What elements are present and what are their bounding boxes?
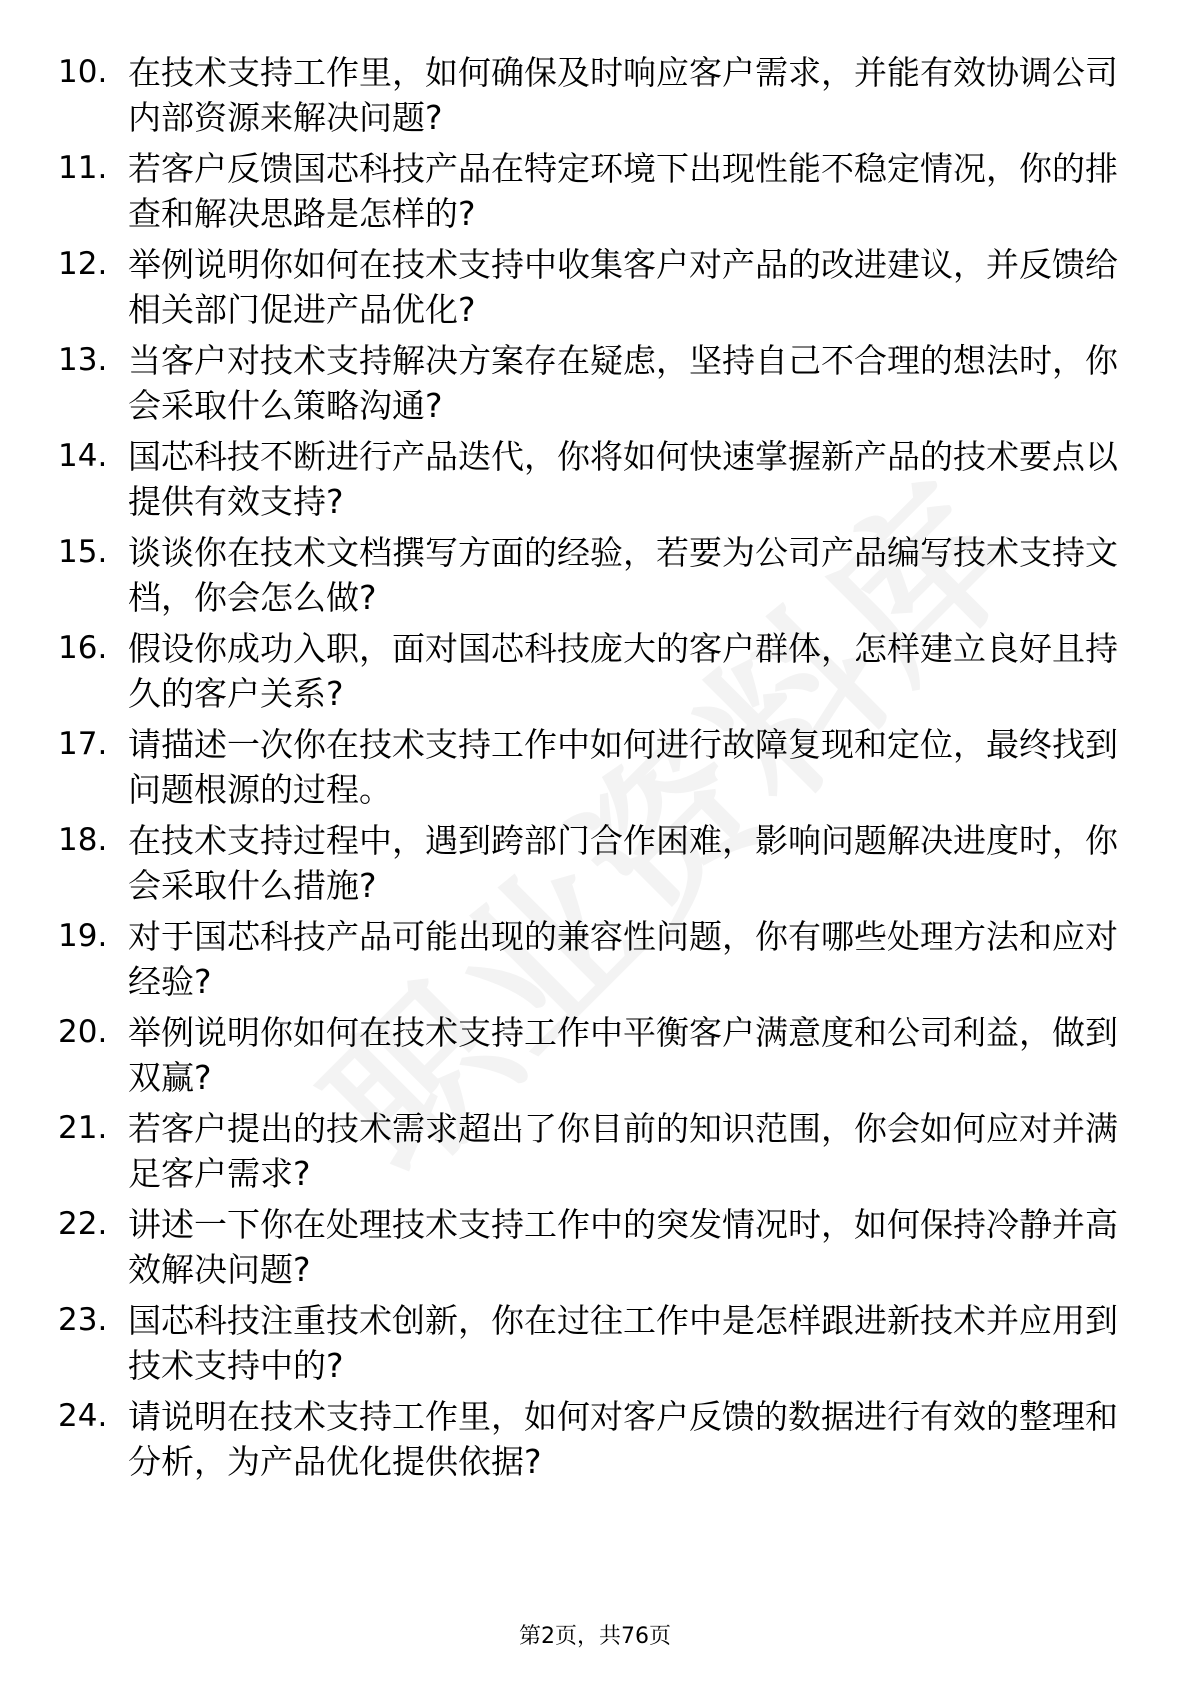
question-item xyxy=(58,914,1118,1010)
page-number-label: 第2页，共76页 xyxy=(519,1624,671,1649)
question-number: 12. xyxy=(58,246,108,282)
question-item xyxy=(58,722,1118,818)
question-text: 国芯科技注重技术创新，你在过往工作中是怎样跟进新技术并应用到技术支持中的? xyxy=(128,1301,1118,1385)
question-number: 21. xyxy=(58,1110,108,1146)
question-item xyxy=(58,1106,1118,1202)
question-item xyxy=(58,50,1118,146)
question-number: 11. xyxy=(58,150,108,186)
question-text: 若客户提出的技术需求超出了你目前的知识范围，你会如何应对并满足客户需求? xyxy=(128,1109,1118,1193)
question-text: 对于国芯科技产品可能出现的兼容性问题，你有哪些处理方法和应对经验? xyxy=(128,917,1118,1001)
question-item xyxy=(58,146,1118,242)
question-number: 24. xyxy=(58,1398,108,1434)
question-item xyxy=(58,626,1118,722)
question-text: 谈谈你在技术文档撰写方面的经验，若要为公司产品编写技术支持文档，你会怎么做? xyxy=(128,533,1118,617)
question-item xyxy=(58,818,1118,914)
question-text: 请说明在技术支持工作里，如何对客户反馈的数据进行有效的整理和分析，为产品优化提供依据? xyxy=(128,1397,1118,1481)
question-text: 当客户对技术支持解决方案存在疑虑，坚持自己不合理的想法时，你会采取什么策略沟通? xyxy=(128,341,1118,425)
question-item xyxy=(58,1298,1118,1394)
question-item xyxy=(58,338,1118,434)
question-number: 23. xyxy=(58,1302,108,1338)
question-item xyxy=(58,242,1118,338)
question-text: 请描述一次你在技术支持工作中如何进行故障复现和定位，最终找到问题根源的过程。 xyxy=(128,725,1118,809)
question-number: 20. xyxy=(58,1014,108,1050)
question-item xyxy=(58,434,1118,530)
question-text: 假设你成功入职，面对国芯科技庞大的客户群体，怎样建立良好且持久的客户关系? xyxy=(128,629,1118,713)
question-number: 16. xyxy=(58,630,108,666)
question-number: 13. xyxy=(58,342,108,378)
question-number: 19. xyxy=(58,918,108,954)
question-text: 若客户反馈国芯科技产品在特定环境下出现性能不稳定情况，你的排查和解决思路是怎样的? xyxy=(128,149,1118,233)
question-text: 举例说明你如何在技术支持中收集客户对产品的改进建议，并反馈给相关部门促进产品优化? xyxy=(128,245,1118,329)
question-item xyxy=(58,1010,1118,1106)
question-item xyxy=(58,1394,1118,1490)
page-footer xyxy=(0,1622,1190,1652)
question-item xyxy=(58,530,1118,626)
question-number: 14. xyxy=(58,438,108,474)
question-text: 在技术支持过程中，遇到跨部门合作困难，影响问题解决进度时，你会采取什么措施? xyxy=(128,821,1118,905)
question-text: 国芯科技不断进行产品迭代，你将如何快速掌握新产品的技术要点以提供有效支持? xyxy=(128,437,1118,521)
question-list xyxy=(58,50,1118,1490)
question-number: 10. xyxy=(58,54,108,90)
question-text: 讲述一下你在处理技术支持工作中的突发情况时，如何保持冷静并高效解决问题? xyxy=(128,1205,1118,1289)
question-text: 举例说明你如何在技术支持工作中平衡客户满意度和公司利益，做到双赢? xyxy=(128,1013,1118,1097)
question-number: 18. xyxy=(58,822,108,858)
question-item xyxy=(58,1202,1118,1298)
question-number: 15. xyxy=(58,534,108,570)
question-number: 17. xyxy=(58,726,108,762)
question-text: 在技术支持工作里，如何确保及时响应客户需求，并能有效协调公司内部资源来解决问题? xyxy=(128,53,1118,137)
question-number: 22. xyxy=(58,1206,108,1242)
